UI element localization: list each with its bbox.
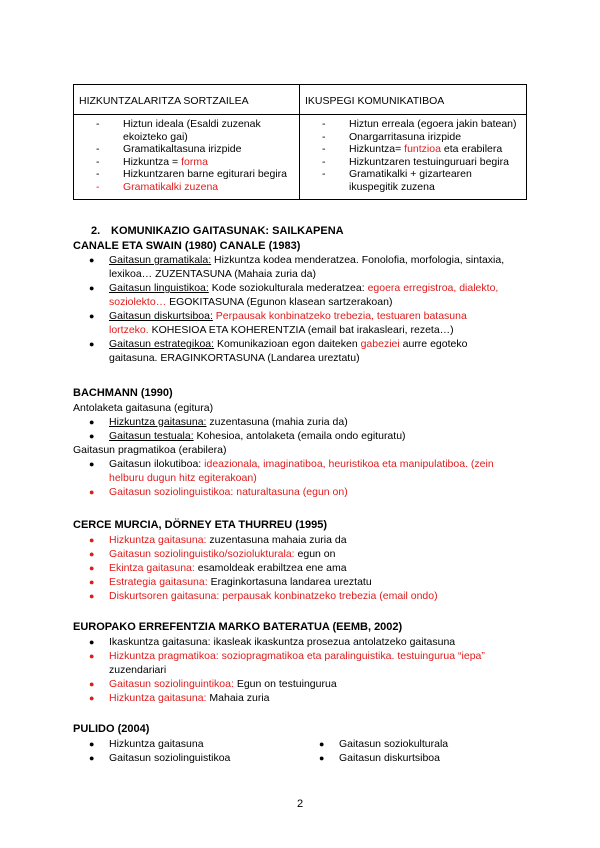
text-run: lexikoa… ZUZENTASUNA (Mahaia zuria da) [109, 268, 316, 280]
text-run: Gaitasun soziokulturala [339, 737, 449, 750]
text-run: Hizkuntza gaitasuna: [109, 415, 207, 428]
text-run: egoera erregistroa, dialekto, [367, 282, 499, 294]
list-item [78, 181, 295, 194]
list-item [73, 547, 533, 561]
text-run: Kode soziokulturala mederatzea: [208, 282, 368, 294]
table-header-right: IKUSPEGI KOMUNIKATIBOA [300, 85, 527, 115]
text-run: gaitasuna. ERAGINKORTASUNA (Landarea ureztatu) [109, 352, 360, 364]
dash-marker: - [96, 143, 100, 155]
bullet-list [73, 737, 303, 765]
text-run: Gaitasun diskurtsiboa: [109, 310, 213, 322]
bullet-icon: ● [89, 562, 95, 573]
list-item [304, 168, 522, 193]
list-item [73, 309, 533, 337]
text-run: Hizkuntza pragmatikoa: soziopragmatikoa eta paralinguistika. testuingurua “iepa” [109, 649, 485, 662]
dash-marker: - [322, 155, 326, 168]
text-run: aurre egoteko [399, 338, 468, 350]
dash-marker: - [96, 118, 100, 130]
dash-marker: - [96, 180, 100, 193]
bullet-icon: ● [89, 590, 95, 601]
bullet-icon: ● [89, 534, 95, 545]
list-item [73, 253, 533, 281]
list-item [73, 457, 533, 485]
text-run: Gaitasun estrategikoa: [109, 338, 215, 350]
list-item [73, 561, 533, 575]
table-cell-left [74, 115, 300, 200]
text-run: forma [181, 155, 208, 168]
list-item [304, 156, 522, 169]
dash-marker: - [96, 168, 100, 180]
text-run: zuzentasuna mahaia zuria da [206, 533, 347, 546]
text-run: Hizkuntzaren testuinguruari begira [349, 155, 509, 168]
text-run: Kohesioa, antolaketa (emaila ondo egituratu) [193, 429, 406, 442]
list-item [78, 118, 295, 143]
dash-list [78, 118, 295, 193]
bullet-icon: ● [89, 283, 95, 293]
bullet-list [73, 533, 533, 603]
text-run: gabeziei [360, 338, 400, 350]
list-item [73, 575, 533, 589]
list-item [73, 415, 533, 429]
bullet-icon: ● [89, 339, 95, 349]
subsection-title: CERCE MURCIA, DÖRNEY ETA THURREU (1995) [73, 519, 328, 531]
text-run: Hiztun ideala (Esaldi zuzenak [123, 118, 261, 130]
list-item [73, 337, 533, 365]
group-label: Antolaketa gaitasuna (egitura) [73, 401, 214, 414]
list-item [73, 677, 533, 691]
subsection-title: BACHMANN (1990) [73, 387, 173, 399]
section-heading [73, 224, 533, 239]
bullet-list [303, 737, 533, 765]
bullet-icon: ● [89, 752, 95, 763]
text-run: ekoizteko gai) [123, 130, 188, 143]
text-run: Gaitasun ilokutiboa: [109, 457, 205, 470]
text-run: Gaitasun soziolinguistiko/soziolukturala: [109, 547, 295, 560]
list-item [304, 143, 522, 156]
bullet-icon: ● [89, 650, 95, 661]
text-run: helburu dugun hitz egiterakoan) [109, 471, 257, 484]
text-run: esamoldeak erabiltzea ene ama [194, 561, 347, 574]
text-run: funtzioa [404, 143, 441, 155]
text-run: Egun on testuingurua [233, 677, 337, 690]
bullet-icon: ● [89, 255, 95, 265]
bullet-icon: ● [89, 738, 95, 749]
bullet-icon: ● [89, 636, 95, 647]
bullet-icon: ● [89, 430, 95, 441]
section-cerce [73, 518, 533, 603]
text-run: Ikaskuntza gaitasuna: ikasleak ikaskuntza prosezua antolatzeko gaitasuna [109, 635, 456, 648]
text-run: Gramatikalki + gizartearen [349, 168, 472, 180]
group-label: Gaitasun pragmatikoa (erabilera) [73, 443, 227, 456]
text-run: Gaitasun testuala: [109, 429, 194, 442]
text-run: zuzendariari [109, 663, 167, 676]
text-run: Gramatikaltasuna irizpide [123, 143, 242, 155]
list-item [73, 533, 533, 547]
page-number: 2 [296, 798, 304, 810]
text-run: Hizkuntza gaitasuna: [109, 691, 207, 704]
table-cell-right [300, 115, 527, 200]
list-item [73, 281, 533, 309]
subsection-title: CANALE ETA SWAIN (1980) CANALE (1983) [73, 239, 301, 252]
text-run: ikuspegitik zuzena [349, 180, 435, 193]
text-run: eta erabilera [440, 143, 503, 155]
section-bachmann [73, 386, 533, 499]
text-run: Hizkuntza gaitasuna: [109, 533, 207, 546]
text-run: Hizkuntza= [349, 143, 405, 155]
bullet-icon: ● [89, 576, 95, 587]
bullet-icon: ● [89, 678, 95, 689]
list-item [78, 143, 295, 156]
text-run: Mahaia zuria [206, 691, 270, 704]
text-run: Gramatikalki zuzena [123, 180, 219, 193]
list-item [304, 131, 522, 144]
bullet-list [73, 253, 533, 365]
text-run: Hizkuntza gaitasuna [109, 737, 204, 750]
dash-marker: - [322, 168, 326, 180]
list-item [304, 118, 522, 131]
bullet-icon: ● [319, 752, 325, 763]
table-header-left: HIZKUNTZALARITZA SORTZAILEA [74, 85, 300, 115]
list-item [73, 635, 533, 649]
text-run: lortzeko. [109, 324, 152, 336]
bullet-list [73, 457, 533, 499]
text-run: Ekintza gaitasuna: [109, 561, 195, 574]
list-item [73, 691, 533, 705]
dash-list [304, 118, 522, 193]
bullet-icon: ● [89, 692, 95, 703]
text-run: Hizkuntza = [123, 155, 182, 168]
text-run: Komunikazioan egon daiteken [214, 338, 361, 350]
list-item [73, 751, 303, 765]
bullet-icon: ● [89, 458, 95, 469]
bullet-list [73, 635, 533, 705]
dash-marker: - [322, 130, 326, 143]
text-run: Eraginkortasuna landarea ureztatu [207, 575, 372, 588]
list-item [303, 751, 533, 765]
text-run: zuzentasuna (mahia zuria da) [206, 415, 348, 428]
text-run: Onargarritasuna irizpide [349, 130, 462, 143]
dash-marker: - [96, 155, 100, 168]
text-run: ideazionala, imaginatiboa, heuristikoa eta manipulatiboa. (zein [204, 457, 494, 470]
section-eemb [73, 620, 533, 705]
text-run: Hizkuntzaren barne egiturari begira [123, 168, 288, 180]
text-run: soziolekto… [109, 296, 170, 308]
bullet-list [73, 415, 533, 443]
text-run: Hizkuntza kodea menderatzea. Fonolofia, morfologia, sintaxia, [211, 254, 505, 266]
bullet-icon: ● [319, 738, 325, 749]
dash-marker: - [322, 118, 326, 130]
section-comunicative-competences [73, 224, 533, 365]
list-item [73, 429, 533, 443]
subsection-title: EUROPAKO ERREFENTZIA MARKO BATERATUA (EEMB, 2002) [73, 621, 403, 633]
list-item [78, 156, 295, 169]
text-run: Gaitasun gramatikala: [109, 254, 212, 266]
text-run: egun on [294, 547, 336, 560]
text-run: Diskurtsoren gaitasuna: perpausak konbinatzeko trebezia (email ondo) [109, 589, 438, 602]
list-item [303, 737, 533, 751]
list-item [73, 649, 533, 677]
section-pulido [73, 722, 533, 765]
text-run: EGOKITASUNA (Egunon klasean sartzerakoan) [169, 296, 393, 308]
bullet-icon: ● [89, 311, 95, 321]
list-item [73, 485, 533, 499]
text-run: Gaitasun soziolinguistikoa [109, 751, 231, 764]
list-item [73, 737, 303, 751]
text-run: KOHESIOA ETA KOHERENTZIA (email bat irakasleari, rezeta…) [151, 324, 454, 336]
section-title: KOMUNIKAZIO GAITASUNAK: SAILKAPENA [111, 225, 344, 237]
bullet-icon: ● [89, 548, 95, 559]
list-item [73, 589, 533, 603]
text-run: Gaitasun soziolinguistikoa: naturaltasuna (egun on) [109, 485, 348, 498]
text-run: Gaitasun soziolinguintikoa: [109, 677, 234, 690]
text-run: Gaitasun linguistikoa: [109, 282, 209, 294]
dash-marker: - [322, 143, 326, 155]
text-run: Hiztun erreala (egoera jakin batean) [349, 118, 517, 130]
text-run: Estrategia gaitasuna: [109, 575, 208, 588]
bullet-icon: ● [89, 486, 95, 497]
text-run: Gaitasun diskurtsiboa [339, 751, 440, 764]
comparison-table [73, 84, 527, 200]
section-number: 2. [91, 225, 101, 237]
subsection-title: PULIDO (2004) [73, 723, 150, 735]
bullet-icon: ● [89, 416, 95, 427]
text-run: Perpausak konbinatzeko trebezia, testuaren batasuna [212, 310, 467, 322]
list-item [78, 168, 295, 181]
